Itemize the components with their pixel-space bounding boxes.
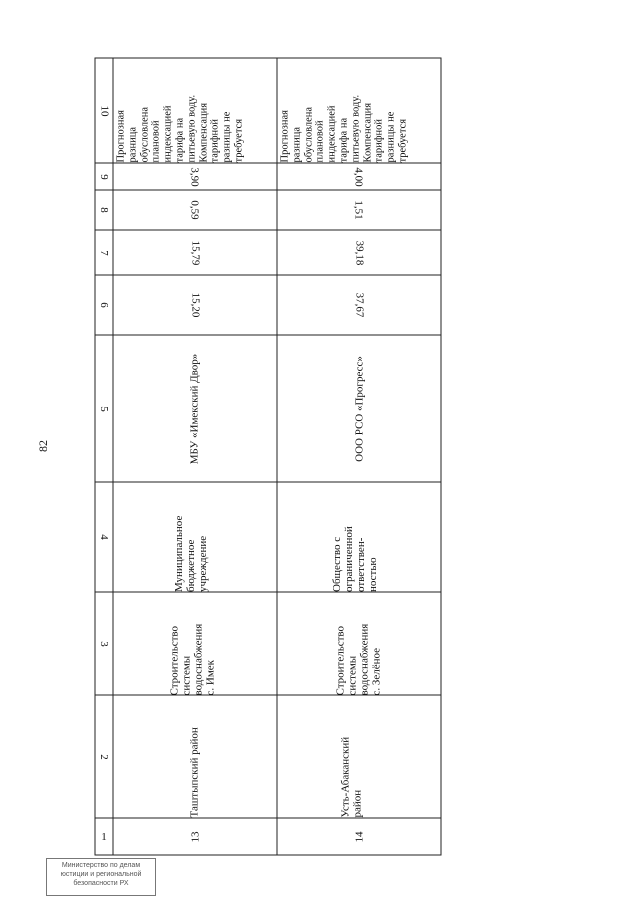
line: ограниченной [343, 526, 355, 592]
row14-object [278, 593, 442, 696]
header-col-4 [95, 482, 113, 592]
line: водоснабжения [192, 623, 205, 696]
line: тарифной [373, 118, 385, 163]
row14-col-8-text: 1,51 [353, 200, 365, 220]
header-col-2 [95, 695, 113, 818]
row13-org-name: МБУ «Имекский Двор» [188, 353, 201, 465]
line: Компенсация [362, 102, 374, 163]
row13-col-7 [113, 230, 277, 275]
header-col-1: 1 [101, 830, 107, 843]
line: Прогнозная [115, 109, 127, 163]
line: учреждение [197, 535, 209, 592]
line: разница [127, 126, 139, 163]
row13-col-7-text: 15,79 [189, 240, 201, 265]
row13-district [113, 695, 277, 818]
line: Строительство [334, 625, 347, 696]
line: бюджетное [185, 539, 197, 592]
row14-col-6-text: 37,67 [353, 292, 365, 318]
line: тарифа на [174, 117, 186, 163]
header-col-10-text: 10 [98, 105, 110, 116]
line: с. Имек [204, 659, 217, 696]
header-col-2-text: 2 [98, 753, 110, 760]
header-col-9 [95, 163, 113, 190]
row13-note-lines [114, 95, 246, 163]
row14-org-type-lines [277, 526, 379, 592]
header-col-6-text: 6 [98, 302, 110, 308]
line: водоснабжения [358, 623, 371, 696]
row13-col-8-text: 0,59 [189, 200, 201, 220]
header-col-5-text: 5 [98, 405, 110, 412]
header-col-7 [95, 230, 113, 275]
line: Усть-Абаканский [339, 736, 352, 818]
line: Муниципальное [173, 515, 185, 592]
row13-org-type-lines [113, 516, 209, 592]
header-col-3-text: 3 [98, 640, 110, 647]
row14-col-8 [277, 190, 441, 230]
header-col-10 [95, 58, 113, 163]
line: Прогнозная [279, 109, 291, 163]
row13-number: 13 [189, 831, 202, 843]
row14-col-7 [277, 230, 441, 275]
row14-district [278, 695, 442, 818]
line: разницы не [221, 111, 233, 163]
row13-col-6-text: 15,20 [189, 292, 201, 318]
line: тарифа на [338, 117, 350, 163]
line: ностью [367, 557, 379, 592]
row14-note [278, 58, 442, 163]
header-col-6 [95, 275, 113, 335]
stamp-line: юстиции и региональной [60, 871, 142, 878]
header-col-7-text: 7 [98, 249, 110, 256]
line: разницы не [385, 111, 397, 163]
row13-org-type [113, 482, 277, 592]
line: системы [346, 655, 359, 696]
header-col-8-text: 8 [98, 207, 110, 213]
line: с. Зелёное [370, 647, 383, 696]
row13-col-8 [113, 190, 277, 230]
row14-col-9-text: 4,00 [353, 166, 365, 187]
header-col-4-text: 4 [98, 534, 110, 540]
row13-district-text: Таштыпский район [188, 727, 201, 818]
stamp-line: Министерство по делам [61, 862, 141, 869]
line: питьевую воду. [350, 94, 362, 163]
line: плановой [150, 120, 162, 163]
line: обусловлена [139, 106, 151, 163]
line: индексацией [162, 105, 174, 163]
row14-org-name: ООО РСО «Прогресс» [353, 356, 366, 462]
row14-note-lines [278, 95, 410, 163]
stamp-line: безопасности РХ [73, 880, 129, 887]
row14-number: 14 [353, 831, 366, 843]
row14-org-type [277, 482, 441, 592]
row13-object-lines [113, 624, 217, 696]
line: район [351, 789, 364, 818]
line: Строительство [168, 625, 181, 696]
row14-col-9 [277, 163, 441, 190]
registration-stamp [46, 858, 156, 896]
header-col-5 [95, 335, 113, 482]
line: плановой [314, 120, 326, 163]
page-number: 82 [36, 440, 50, 452]
line: обусловлена [303, 106, 315, 163]
line: требуется [397, 118, 409, 163]
line: требуется [233, 118, 245, 163]
row14-district-lines [278, 737, 364, 818]
line: Общество с [331, 536, 343, 592]
line: системы [180, 655, 193, 696]
row14-col-7-text: 39,18 [353, 240, 365, 265]
line: индексацией [326, 105, 338, 163]
row13-note [114, 58, 278, 163]
line: питьевую воду. [186, 94, 198, 163]
line: Компенсация [198, 102, 210, 163]
line: ответствен- [355, 537, 367, 592]
row14-object-lines [278, 624, 383, 696]
header-col-9-text: 9 [98, 173, 110, 180]
row13-object [113, 593, 277, 696]
row14-col-6 [277, 275, 441, 335]
row13-col-6 [113, 275, 277, 335]
line: тарифной [209, 118, 221, 163]
row13-col-9-text: 3,90 [189, 166, 201, 187]
header-col-8 [95, 190, 113, 230]
line: разница [291, 126, 303, 163]
row13-col-9 [113, 163, 277, 190]
header-col-3 [95, 592, 113, 695]
